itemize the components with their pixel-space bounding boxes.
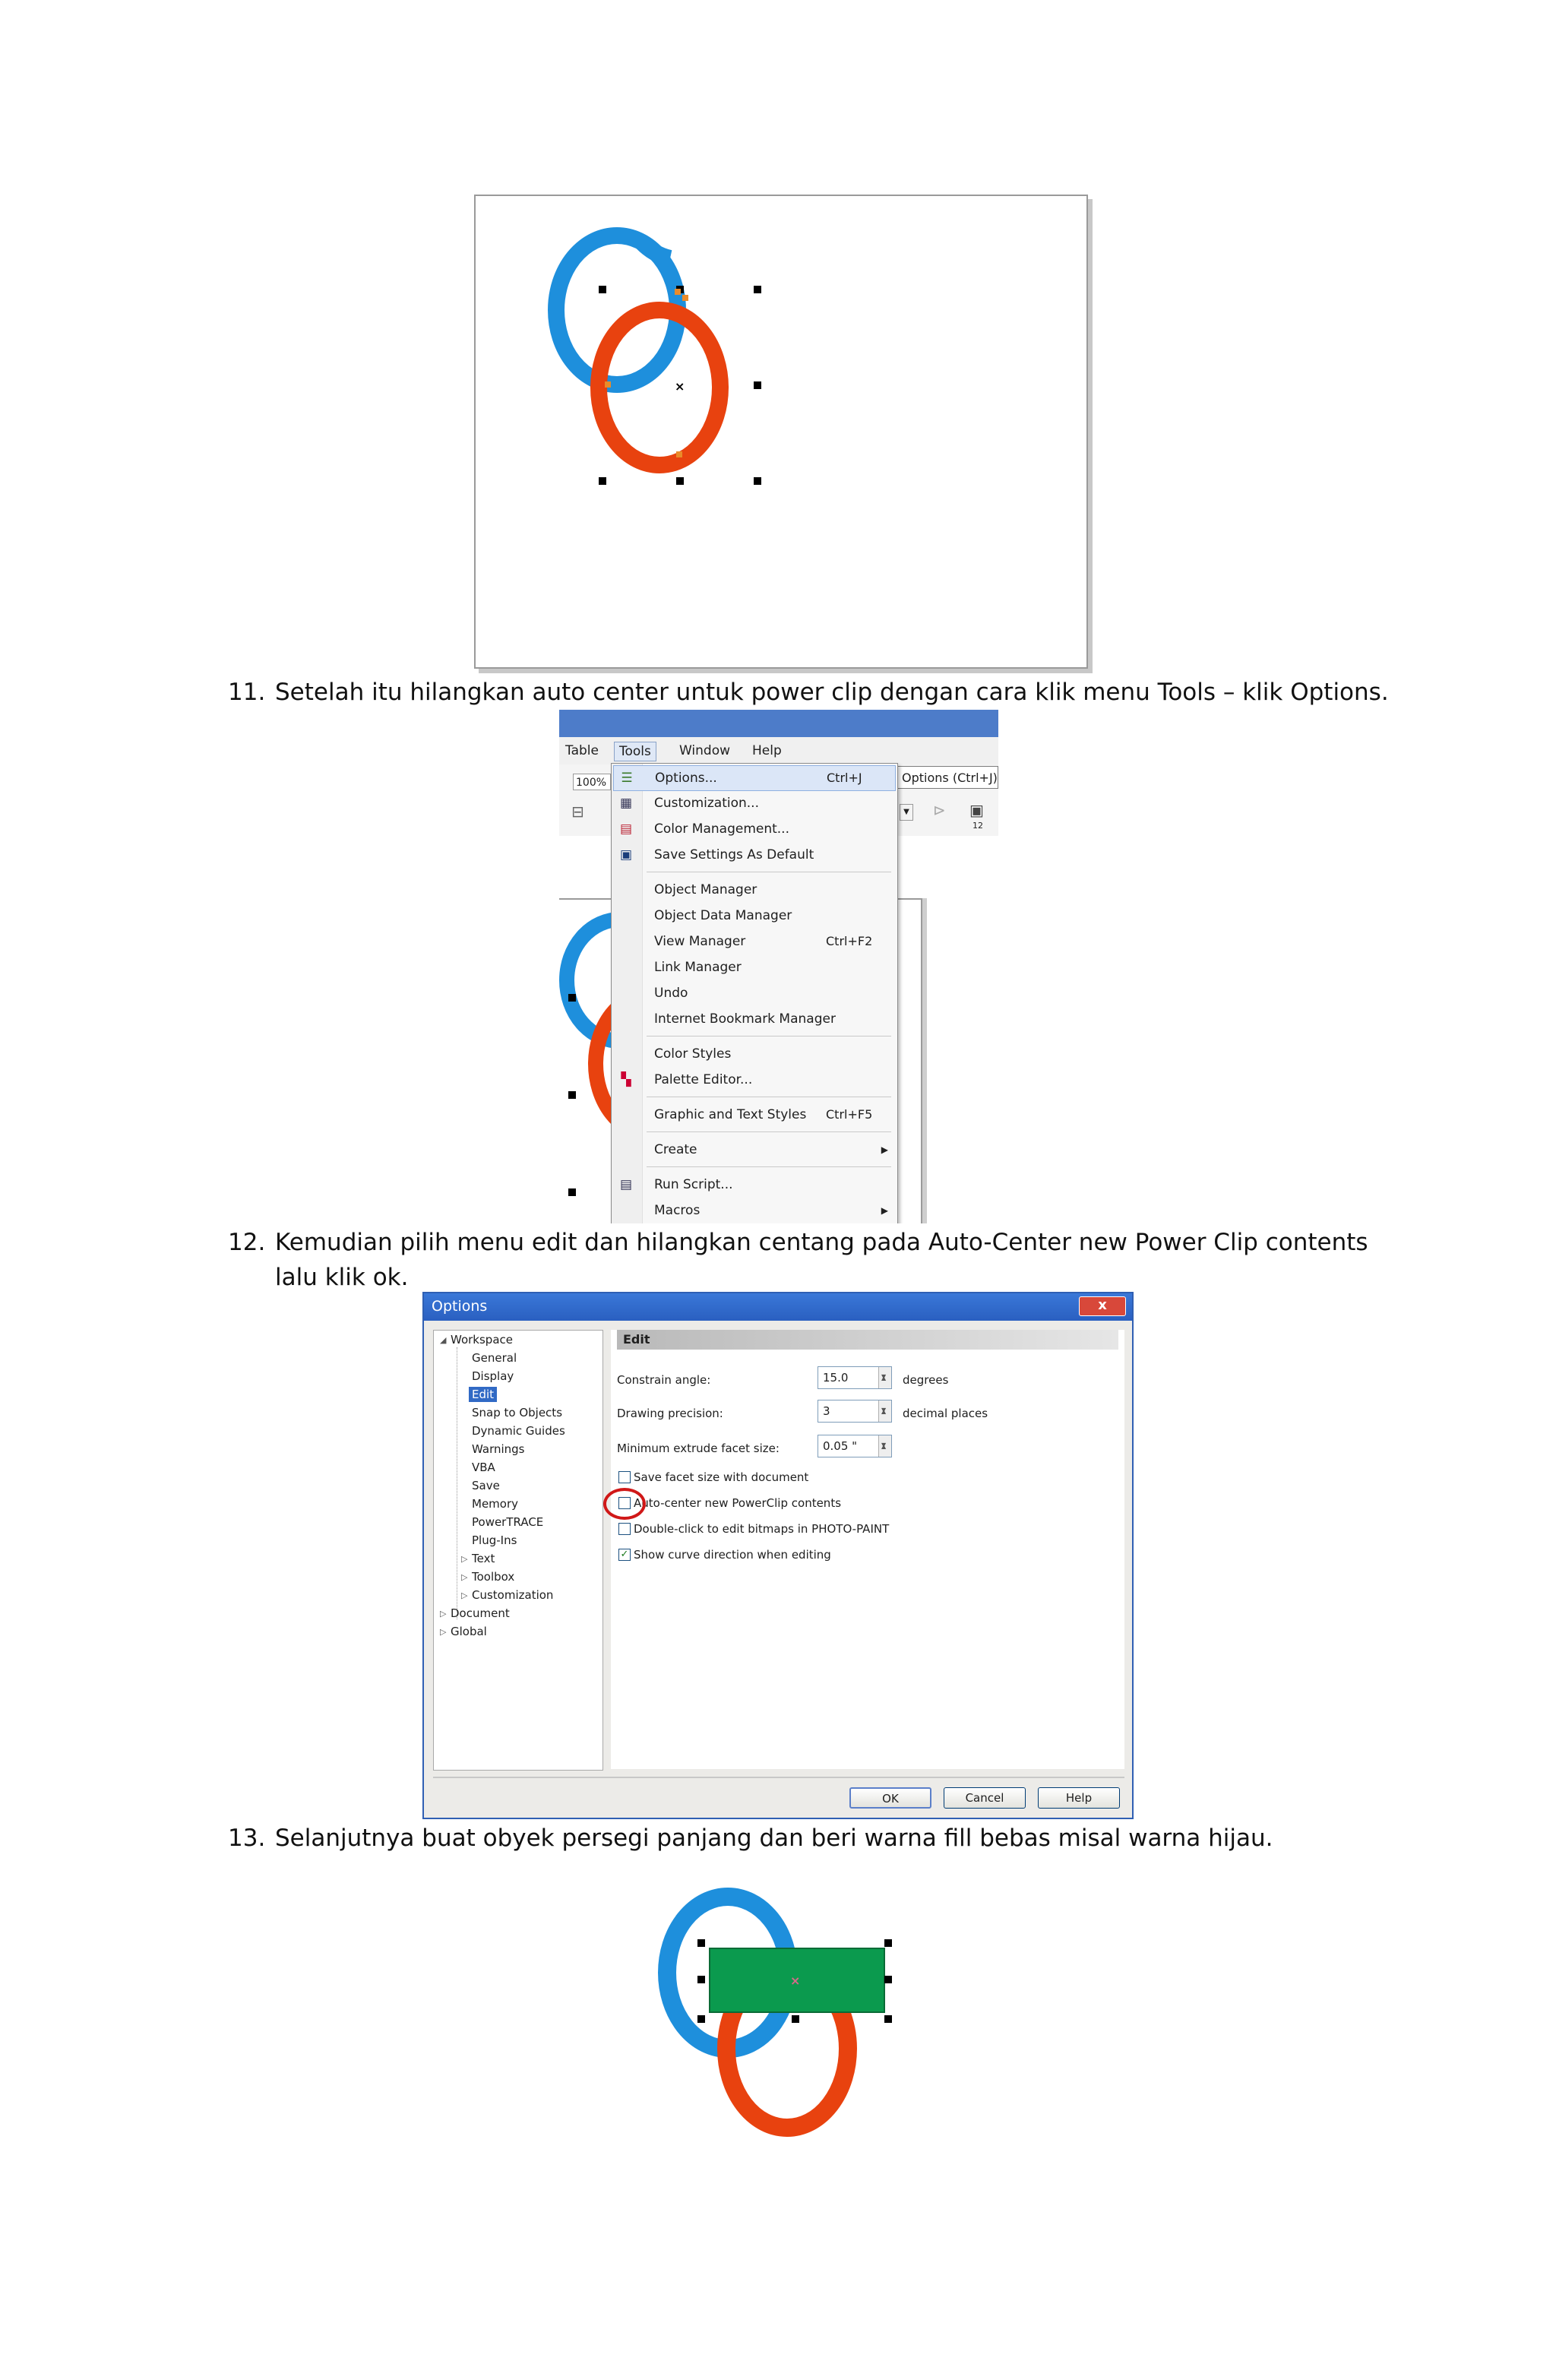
menu-item-palette-editor[interactable]: ▚ Palette Editor... <box>613 1068 894 1092</box>
figure-rings-rectangle <box>647 1869 906 2143</box>
tree-item-workspace[interactable]: Workspace <box>451 1333 513 1347</box>
drawing-precision-unit: decimal places <box>903 1407 988 1420</box>
drawing-precision-field[interactable]: 3 ▲ ▼ <box>818 1400 892 1423</box>
spinner-arrows-icon[interactable] <box>878 1400 891 1422</box>
expand-icon[interactable]: ▷ <box>440 1627 447 1637</box>
tree-item-save[interactable]: Save <box>472 1479 500 1492</box>
step-text: Kemudian pilih menu edit dan hilangkan centang pada Auto-Center new Power Clip contents <box>275 1229 1368 1256</box>
menu-item-view-manager[interactable]: View Manager Ctrl+F2 <box>654 934 873 949</box>
menu-item-options[interactable]: ☰ Options... Ctrl+J <box>613 765 896 791</box>
expand-icon[interactable]: ▷ <box>440 1609 447 1619</box>
menu-window[interactable]: Window <box>679 743 731 758</box>
help-button[interactable]: Help <box>1038 1787 1120 1809</box>
highlight-circle <box>603 1488 646 1520</box>
menu-item-color-styles[interactable]: Color Styles <box>654 1046 732 1062</box>
menu-item-macros[interactable]: Macros ▶ <box>613 1198 894 1223</box>
step-number: 11. <box>228 679 266 706</box>
menu-tools[interactable]: Tools <box>614 742 656 761</box>
tree-item-vba[interactable]: VBA <box>472 1461 495 1474</box>
menu-item-customization[interactable]: ▦ Customization... <box>613 791 894 815</box>
save-facet-label: Save facet size with document <box>634 1470 809 1484</box>
customization-icon: ▦ <box>619 796 633 811</box>
drawing-precision-label: Drawing precision: <box>617 1407 723 1420</box>
options-tree <box>433 1330 603 1771</box>
options-tooltip: Options (Ctrl+J) <box>897 766 998 789</box>
dialog-title: Options <box>432 1298 488 1315</box>
submenu-arrow-icon: ▶ <box>881 1144 888 1155</box>
tree-item-memory[interactable]: Memory <box>472 1497 519 1511</box>
expand-icon[interactable]: ▷ <box>461 1590 468 1600</box>
menu-item-save-settings[interactable]: ▣ Save Settings As Default <box>613 843 894 867</box>
arrow-icon[interactable]: ⊳ <box>933 801 946 819</box>
tree-item-customization[interactable]: Customization <box>472 1588 554 1602</box>
step-number: 13. <box>228 1825 266 1852</box>
svg-text:×: × <box>790 1973 801 1988</box>
expand-icon[interactable]: ▷ <box>461 1572 468 1582</box>
show-curve-direction-label: Show curve direction when editing <box>634 1548 831 1562</box>
menu-item-color-management[interactable]: ▤ Color Management... <box>613 817 894 841</box>
double-click-bitmaps-checkbox[interactable] <box>618 1523 631 1535</box>
menu-item-run-script[interactable]: ▤ Run Script... <box>613 1173 894 1197</box>
align-icon[interactable]: ⊟ <box>571 802 584 821</box>
tree-item-general[interactable]: General <box>472 1351 517 1365</box>
save-settings-icon: ▣ <box>619 847 633 862</box>
tree-item-edit[interactable]: Edit <box>469 1387 497 1402</box>
svg-text:×: × <box>675 379 685 394</box>
constrain-angle-unit: degrees <box>903 1373 949 1387</box>
zoom-field[interactable]: 100% <box>573 774 611 790</box>
min-extrude-facet-label: Minimum extrude facet size: <box>617 1442 780 1455</box>
rings-illustration <box>476 196 1086 667</box>
constrain-angle-label: Constrain angle: <box>617 1373 711 1387</box>
rings-rectangle-illustration <box>647 1869 906 2143</box>
step-text: Setelah itu hilangkan auto center untuk power clip dengan cara klik menu Tools – klik Options. <box>275 679 1389 706</box>
menu-item-undo[interactable]: Undo <box>654 986 688 1001</box>
tree-item-snap-to-objects[interactable]: Snap to Objects <box>472 1406 563 1419</box>
tree-item-plug-ins[interactable]: Plug-Ins <box>472 1533 517 1547</box>
color-management-icon: ▤ <box>619 821 633 837</box>
window-titlebar <box>559 710 998 737</box>
constrain-angle-field[interactable]: 15.0 ▲ ▼ <box>818 1366 892 1389</box>
collapse-icon[interactable]: ◢ <box>440 1335 447 1345</box>
menu-table[interactable]: Table <box>565 743 599 758</box>
step-number: 12. <box>228 1229 266 1256</box>
step-12 <box>228 1225 1368 1260</box>
ruler-number: 12 <box>972 821 983 831</box>
cancel-button[interactable]: Cancel <box>944 1787 1026 1809</box>
window-icon[interactable]: ▣ <box>969 801 984 819</box>
tree-item-dynamic-guides[interactable]: Dynamic Guides <box>472 1424 565 1438</box>
step-12-continued <box>275 1260 408 1295</box>
step-text: Selanjutnya buat obyek persegi panjang dan beri warna fill bebas misal warna hijau. <box>275 1825 1273 1852</box>
dropdown-arrow-icon[interactable]: ▼ <box>900 804 913 821</box>
menu-bar <box>559 737 998 765</box>
menu-item-object-data-manager[interactable]: Object Data Manager <box>654 908 792 923</box>
save-facet-checkbox[interactable] <box>618 1471 631 1483</box>
min-extrude-facet-field[interactable]: 0.05 " ▲ ▼ <box>818 1435 892 1457</box>
tools-dropdown-menu <box>611 763 898 1223</box>
palette-icon: ▚ <box>621 1072 631 1087</box>
submenu-arrow-icon: ▶ <box>881 1205 888 1216</box>
menu-item-create[interactable]: Create ▶ <box>613 1138 894 1162</box>
menu-item-internet-bookmark-manager[interactable]: Internet Bookmark Manager <box>654 1011 836 1027</box>
step-11 <box>228 675 1389 710</box>
dialog-titlebar <box>424 1293 1132 1321</box>
ok-button[interactable]: OK <box>849 1787 931 1809</box>
menu-item-graphic-text-styles[interactable]: Graphic and Text Styles Ctrl+F5 <box>654 1107 873 1122</box>
spinner-arrows-icon[interactable] <box>878 1435 891 1457</box>
step-13 <box>228 1821 1273 1856</box>
tree-item-display[interactable]: Display <box>472 1369 514 1383</box>
step-text: lalu klik ok. <box>275 1264 409 1291</box>
options-icon: ☰ <box>621 771 633 786</box>
tools-menu-screenshot <box>559 710 998 1223</box>
options-dialog <box>422 1292 1134 1819</box>
edit-settings-pane <box>611 1330 1124 1769</box>
double-click-bitmaps-label: Double-click to edit bitmaps in PHOTO-PAINT <box>634 1522 890 1536</box>
show-curve-direction-checkbox[interactable]: ✓ <box>618 1549 631 1561</box>
tree-item-text[interactable]: Text <box>472 1552 495 1565</box>
spinner-arrows-icon[interactable] <box>878 1367 891 1388</box>
menu-item-link-manager[interactable]: Link Manager <box>654 960 742 975</box>
figure-rings-selected <box>474 195 1088 669</box>
menu-help[interactable]: Help <box>752 743 782 758</box>
tree-item-document[interactable]: Document <box>451 1606 510 1620</box>
tree-item-toolbox[interactable]: Toolbox <box>472 1570 515 1584</box>
expand-icon[interactable]: ▷ <box>461 1554 468 1564</box>
section-header: Edit <box>617 1330 1118 1350</box>
close-button[interactable]: x <box>1079 1296 1126 1316</box>
tree-item-global[interactable]: Global <box>451 1625 487 1638</box>
menu-item-object-manager[interactable]: Object Manager <box>654 882 757 897</box>
tree-item-warnings[interactable]: Warnings <box>472 1442 525 1456</box>
tree-item-powertrace[interactable]: PowerTRACE <box>472 1515 544 1529</box>
auto-center-powerclip-label: Auto-center new PowerClip contents <box>634 1496 842 1510</box>
script-icon: ▤ <box>619 1177 633 1192</box>
